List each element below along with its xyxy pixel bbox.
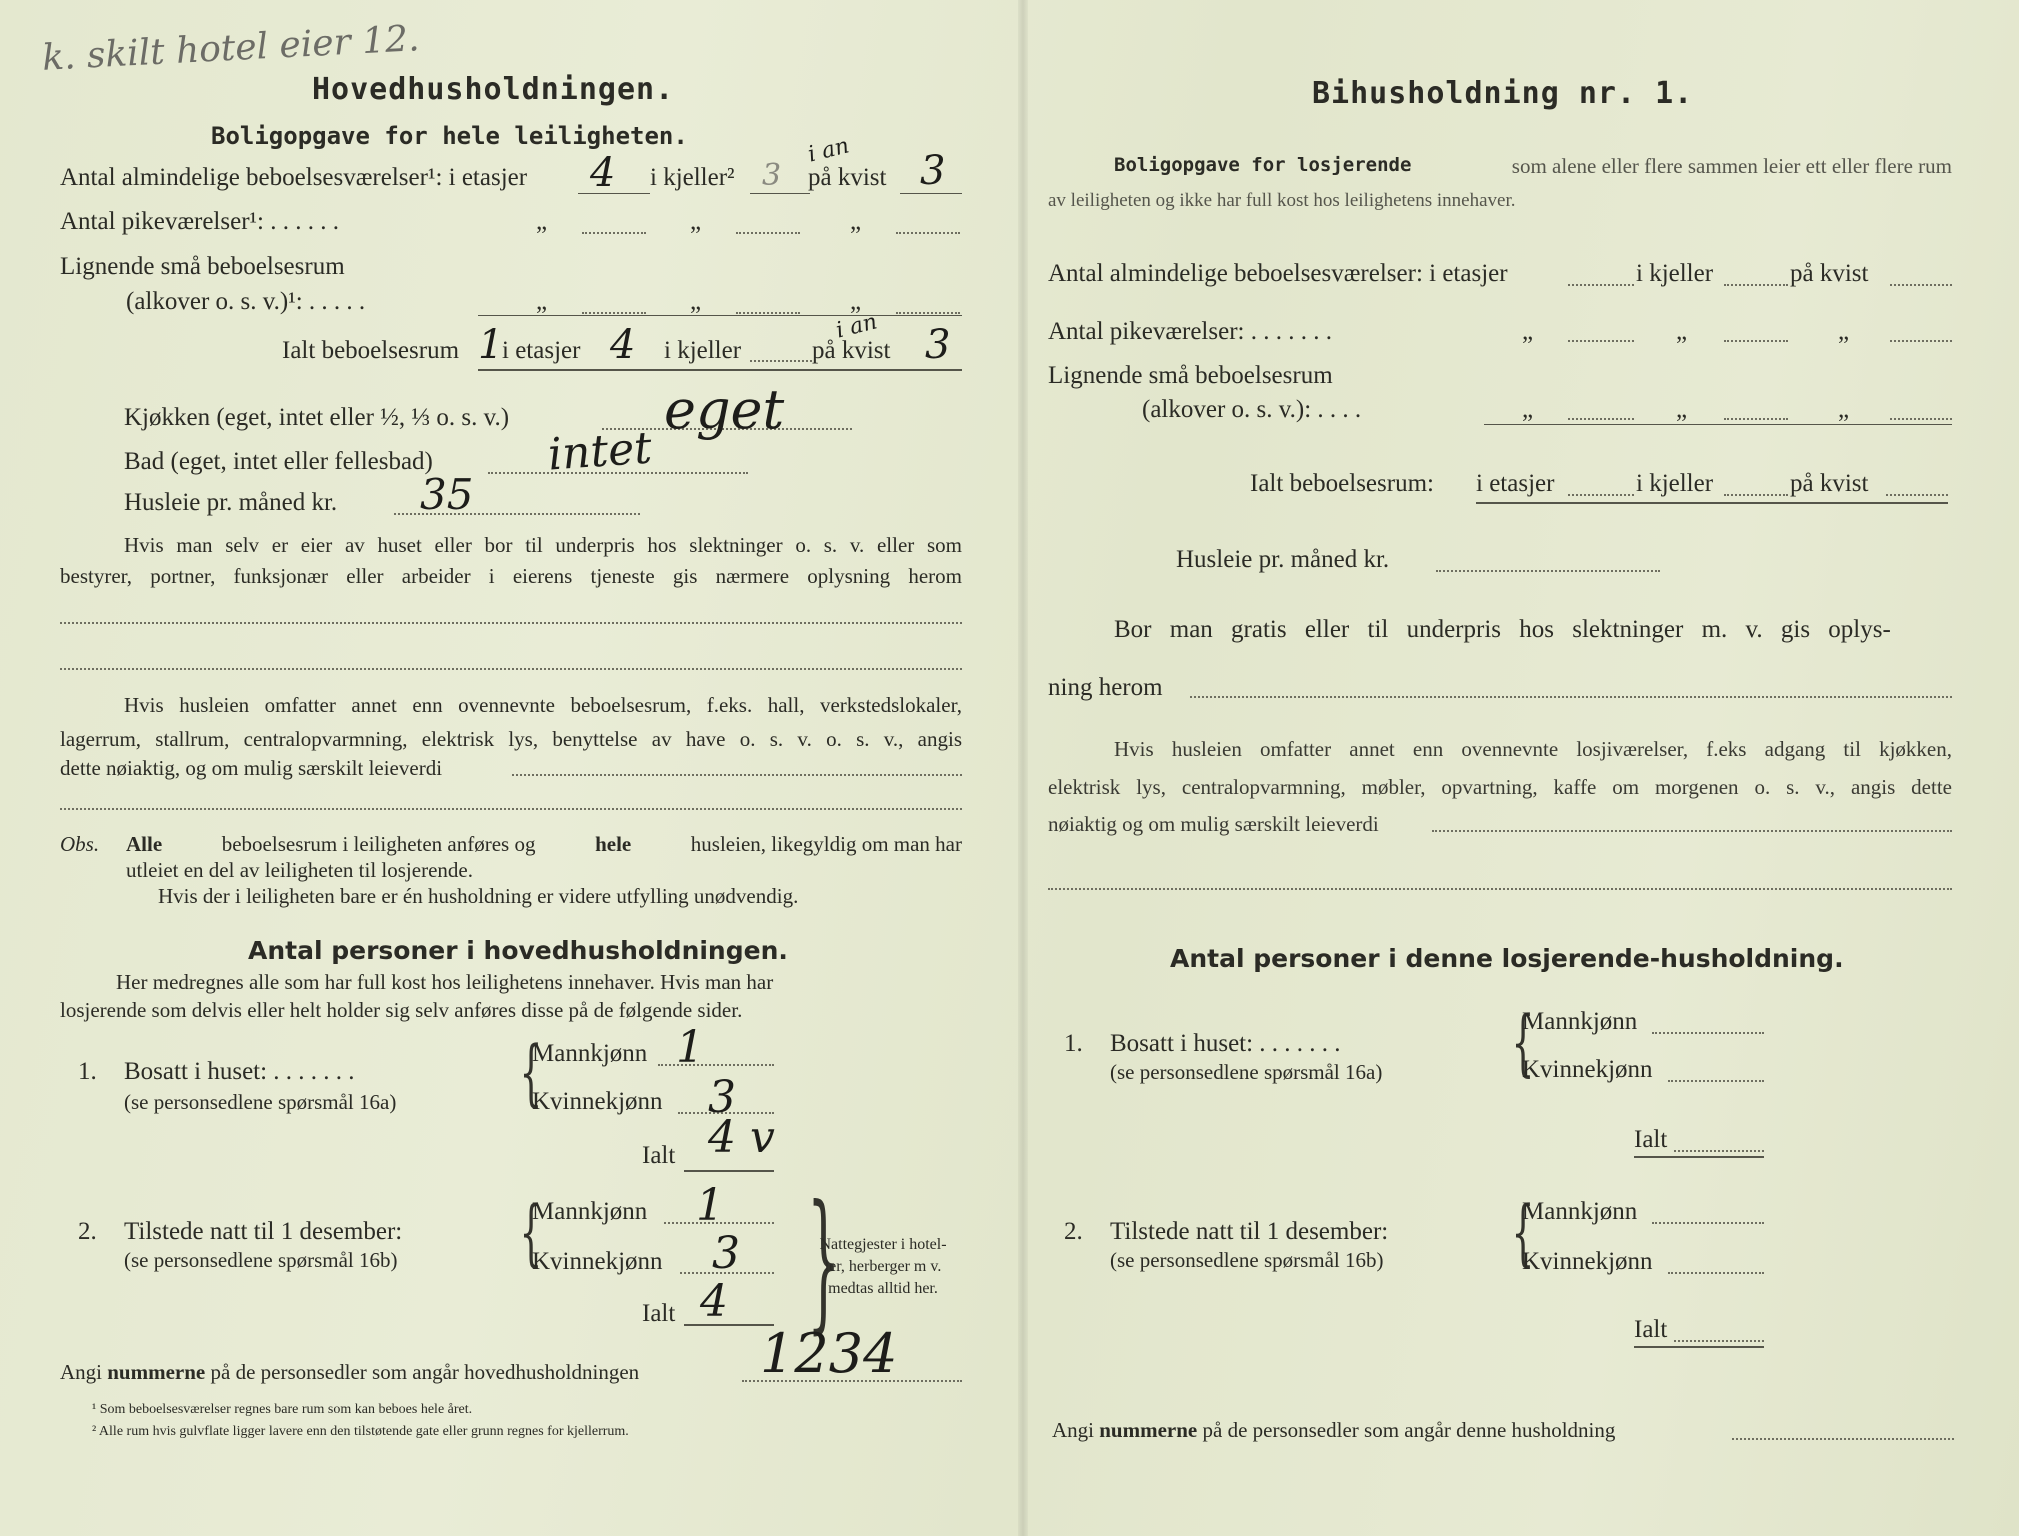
right-q1-brace: { xyxy=(1511,1000,1535,1084)
right-row1-kjeller-label: i kjeller xyxy=(1636,260,1714,287)
right-angi-line: Angi nummerne på de personsedler som angår denne husholdning xyxy=(1052,1418,1616,1442)
left-q1-mann: 1 xyxy=(676,1022,704,1073)
right-row3-ditto-1: „ xyxy=(1522,396,1534,423)
left-row1-etasjer-value: 4 xyxy=(590,150,616,196)
right-row2-ditto-1: „ xyxy=(1522,318,1534,345)
left-row3-label-a: Lignende små beboelsesrum xyxy=(60,253,345,280)
left-angi-value: 1234 xyxy=(760,1322,898,1385)
left-row3-ditto-1: „ xyxy=(536,288,548,315)
right-ialt-label: Ialt beboelsesrum: xyxy=(1250,470,1434,497)
right-q2-kvinne-label: Kvinnekjønn xyxy=(1522,1248,1653,1275)
left-subtitle: Boligopgave for hele leiligheten. xyxy=(211,122,688,150)
right-row2-label: Antal pikeværelser: . . . . . . . xyxy=(1048,318,1332,345)
left-q2-closing-brace: } xyxy=(807,1174,841,1348)
left-q2-kvinne-label: Kvinnekjønn xyxy=(532,1248,663,1275)
right-q2-num: 2. xyxy=(1064,1218,1083,1245)
right-row3-ditto-2: „ xyxy=(1676,396,1688,423)
left-ialt-total: 1 xyxy=(478,322,504,368)
nattegjester-note: Nattegjester i hotel- ler, herberger m v. medtas alltid her. xyxy=(819,1236,947,1297)
left-bad-label: Bad (eget, intet eller fellesbad) xyxy=(124,448,433,475)
left-persons-title: Antal personer i hovedhusholdningen. xyxy=(248,936,788,965)
left-ialt-note: i an xyxy=(833,309,880,344)
left-row3-ditto-3: „ xyxy=(850,288,862,315)
left-title: Hovedhusholdningen. xyxy=(312,72,675,107)
left-ialt-kvist: 3 xyxy=(925,322,951,368)
left-row1-kvist-value: 3 xyxy=(920,148,946,194)
left-q1-kvinne-label: Kvinnekjønn xyxy=(532,1088,663,1115)
right-q1-mann-label: Mannkjønn xyxy=(1522,1008,1638,1035)
left-kjokken-label: Kjøkken (eget, intet eller ½, ⅓ o. s. v.) xyxy=(124,404,510,431)
right-row3-label-b: (alkover o. s. v.): . . . . xyxy=(1142,396,1362,423)
left-q1-brace: { xyxy=(519,1030,543,1114)
left-q2-sub: (se personsedlene spørsmål 16b) xyxy=(124,1248,398,1272)
right-q2-brace: { xyxy=(1511,1190,1535,1274)
left-eier-text: Hvis man selv er eier av huset eller bor til underpris hos slektninger o. s. v. eller som bestyrer, portner, funksjonær eller arbeider i eierens tjeneste gis nærmere oplysning herom xyxy=(60,533,962,588)
left-ialt-etasjer-label: i etasjer xyxy=(502,337,581,364)
left-q2-brace: { xyxy=(519,1190,543,1274)
left-q1-mann-label: Mannkjønn xyxy=(532,1040,648,1067)
footnote-1: ¹ Som beboelsesværelser regnes bare rum som kan beboes hele året. xyxy=(92,1402,473,1417)
left-row2-ditto-3: „ xyxy=(850,208,862,235)
right-ialt-kjeller-label: i kjeller xyxy=(1636,470,1714,497)
footnote-2: ² Alle rum hvis gulvflate ligger lavere enn den tilstøtende gate eller grunn regnes for kjellerrum. xyxy=(92,1424,629,1439)
page-fold xyxy=(1018,0,1028,1536)
left-row1-kvist-label: på kvist xyxy=(808,164,887,191)
right-row1-kvist-label: på kvist xyxy=(1790,260,1869,287)
right-ialt-kvist-label: på kvist xyxy=(1790,470,1869,497)
right-q2-ialt-label: Ialt xyxy=(1634,1316,1668,1343)
left-ialt-kjeller-label: i kjeller xyxy=(664,337,742,364)
right-intro-line2: av leiligheten og ikke har full kost hos leilighetens innehaver. xyxy=(1048,190,1516,211)
left-row1-kjeller-value: 3 xyxy=(762,158,782,193)
left-row1-note: i an xyxy=(805,133,852,168)
left-q2-ialt-label: Ialt xyxy=(642,1300,676,1327)
right-gratis-line2: ning herom xyxy=(1048,674,1163,701)
right-q1-kvinne-label: Kvinnekjønn xyxy=(1522,1056,1653,1083)
left-q2-kvinne: 3 xyxy=(712,1228,740,1279)
left-ialt-etasjer: 4 xyxy=(610,322,636,368)
left-omfatter-text: Hvis husleien omfatter annet enn ovennevnte beboelsesrum, f.eks. hall, verkstedslokaler, lagerrum, stallrum, centralopvarmning, elektrisk lys, benyttelse av have o. s. v. o. s. v., angis xyxy=(60,693,962,751)
right-gratis-line1: Bor man gratis eller til underpris hos slektninger m. v. gis oplys- xyxy=(1114,616,1891,643)
left-row1-label: Antal almindelige beboelsesværelser¹: i etasjer xyxy=(60,164,528,191)
left-q2-label: Tilstede natt til 1 desember: xyxy=(124,1218,403,1245)
right-q1-label: Bosatt i huset: . . . . . . . xyxy=(1110,1030,1341,1057)
left-row2-ditto-2: „ xyxy=(690,208,702,235)
right-row1-label: Antal almindelige beboelsesværelser: i etasjer xyxy=(1048,260,1508,287)
right-q2-mann-label: Mannkjønn xyxy=(1522,1198,1638,1225)
left-row1-kjeller-label: i kjeller² xyxy=(650,164,735,191)
right-q1-num: 1. xyxy=(1064,1030,1083,1057)
left-bad-value: intet xyxy=(546,422,654,481)
obs-line1: Alle beboelsesrum i leiligheten anføres og hele husleien, likegyldig om man har xyxy=(126,832,962,856)
left-ialt-kvist-label: på kvist xyxy=(812,337,891,364)
left-persons-text-2: losjerende som delvis eller helt holder sig selv anføres disse på de følgende sider. xyxy=(60,998,743,1022)
left-q1-kvinne: 3 xyxy=(708,1072,736,1123)
obs-line2: utleiet en del av leiligheten til losjerende. xyxy=(126,858,473,882)
right-husleie-label: Husleie pr. måned kr. xyxy=(1176,546,1390,573)
left-q1-label: Bosatt i huset: . . . . . . . xyxy=(124,1058,355,1085)
left-q1-ialt-label: Ialt xyxy=(642,1142,676,1169)
left-row3-label-b: (alkover o. s. v.)¹: . . . . . xyxy=(126,288,366,315)
left-row2-ditto-1: „ xyxy=(536,208,548,235)
right-omfatter-text: Hvis husleien omfatter annet enn ovennevnte losjiværelser, f.eks adgang til kjøkken, elektrisk lys, centralopvarmning, møbler, opvartning, kaffe om morgenen o. s. v., angis dette xyxy=(1048,737,1952,799)
left-q2-num: 2. xyxy=(78,1218,97,1245)
obs-line3: Hvis der i leiligheten bare er én husholdning er videre utfylling unødvendig. xyxy=(158,884,799,908)
right-q1-sub: (se personsedlene spørsmål 16a) xyxy=(1110,1060,1383,1084)
right-row2-ditto-2: „ xyxy=(1676,318,1688,345)
left-q2-ialt: 4 xyxy=(700,1276,728,1327)
right-q2-sub: (se personsedlene spørsmål 16b) xyxy=(1110,1248,1384,1272)
right-q1-ialt-label: Ialt xyxy=(1634,1126,1668,1153)
margin-note: k. skilt hotel eier 12. xyxy=(41,18,421,79)
right-intro-line1: Boligopgave for losjerende som alene eller flere sammen leier ett eller flere rum xyxy=(1114,154,1952,178)
left-q1-num: 1. xyxy=(78,1058,97,1085)
left-husleie-value: 35 xyxy=(420,470,474,519)
right-ialt-etasjer-label: i etasjer xyxy=(1476,470,1555,497)
left-husleie-label: Husleie pr. måned kr. xyxy=(124,489,338,516)
right-row2-ditto-3: „ xyxy=(1838,318,1850,345)
right-omfatter-last: nøiaktig og om mulig særskilt leieverdi xyxy=(1048,812,1379,836)
left-angi-line: Angi nummerne på de personsedler som angår hovedhusholdningen xyxy=(60,1360,640,1384)
right-title: Bihusholdning nr. 1. xyxy=(1312,76,1694,111)
obs-label: Obs. xyxy=(60,832,100,856)
left-kjokken-value: eget xyxy=(664,378,785,441)
left-row3-ditto-2: „ xyxy=(690,288,702,315)
left-q1-sub: (se personsedlene spørsmål 16a) xyxy=(124,1090,397,1114)
left-row2-label: Antal pikeværelser¹: . . . . . . xyxy=(60,208,339,235)
left-q1-ialt: 4 v xyxy=(708,1112,775,1163)
right-row3-ditto-3: „ xyxy=(1838,396,1850,423)
right-row3-label-a: Lignende små beboelsesrum xyxy=(1048,362,1333,389)
left-omfatter-last: dette nøiaktig, og om mulig særskilt leieverdi xyxy=(60,756,443,780)
left-q2-mann-label: Mannkjønn xyxy=(532,1198,648,1225)
right-q2-label: Tilstede natt til 1 desember: xyxy=(1110,1218,1389,1245)
left-ialt-label: Ialt beboelsesrum xyxy=(282,337,460,364)
left-q2-mann: 1 xyxy=(696,1180,724,1231)
left-persons-text-1: Her medregnes alle som har full kost hos leilighetens innehaver. Hvis man har xyxy=(116,970,774,994)
right-persons-title: Antal personer i denne losjerende-husholdning. xyxy=(1170,944,1844,973)
